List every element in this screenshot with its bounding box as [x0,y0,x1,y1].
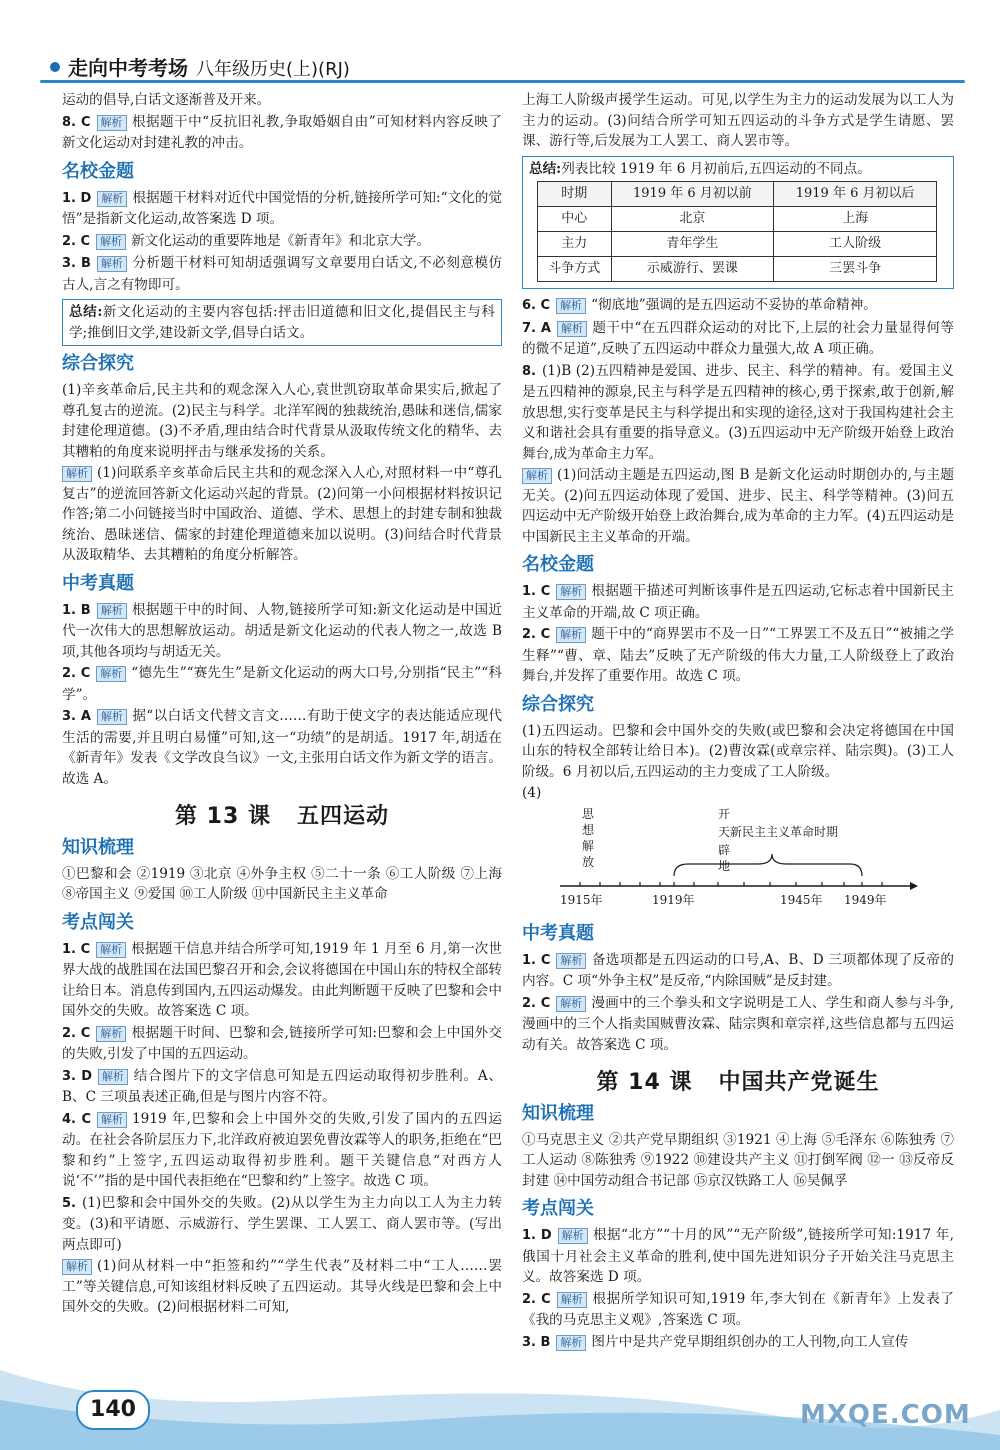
table-cell: 上海 [774,207,937,232]
section-heading: 知识梳理 [522,1102,594,1124]
analysis-tag: 解析 [98,1069,128,1085]
page-header [0,0,1000,92]
analysis-text: 解析 (1)问从材料一中“拒签和约”“学生代表”及材料二中“工人……罢工”等关键信息,可知该组材料反映了五四运动。其导火线是巴黎和会上中国外交的失败。(2)问根据材料二可知, [62,1258,502,1315]
intro-line: 运动的倡导,白话文逐渐普及开来。 [62,92,271,108]
answer-item: 1. D 解析 根据题干材料对近代中国觉悟的分析,链接所学可知:“文化的觉悟”是指新文化运动,故答案选 D 项。 [62,189,502,227]
answer-item: 3. B 解析 分析题干材料可知胡适强调写文章要用白话文,不必刻意模仿古人,言之有物即可。 [62,255,503,293]
timeline-svg [522,806,942,916]
period-brace [674,854,862,876]
analysis-tag: 解析 [557,321,587,337]
analysis-tag: 解析 [62,466,92,482]
answer-item: 5. (1)巴黎和会中国外交的失败。(2)从以学生为主力向以工人为主力转变。(3)和平请愿、示威游行、学生罢课、工人罢工、商人罢市等。(写出两点即可) [62,1194,502,1253]
analysis-tag: 解析 [97,115,127,131]
header-dot-icon [50,62,60,72]
timeline-mid-label: 开 [718,806,731,821]
timeline-left-label: 放 [582,854,595,869]
timeline-mid-label: 辟 [718,842,731,857]
table-row [538,257,937,282]
answer-item: 3. D 解析 结合图片下的文字信息可知是五四运动取得初步胜利。A、B、C 三项虽表述正确,但是与图片内容不符。 [62,1067,502,1105]
answer-text: (1)辛亥革命后,民主共和的观念深入人心,袁世凯窃取革命果实后,掀起了尊孔复古的逆流。(2)民主与科学。北洋军阀的独裁统治,愚昧和迷信,儒家封建伦理道德。(3)不矛盾,理由结合时代背景从汲取传统文化的精华、去其糟粕的角度来说明抨击与继承发扬的关系。 [62,382,502,460]
table-cell: 青年学生 [611,232,774,257]
analysis-tag: 解析 [558,1228,588,1244]
right-column [522,90,954,1354]
section-heading: 中考真题 [62,572,134,594]
table-header-row [538,182,937,207]
answer-item: 2. C 解析 漫画中的三个拳头和文字说明是工人、学生和商人参与斗争,漫画中的三个人指卖国贼曹汝霖、陆宗舆和章宗祥,这些信息都与五四运动有关。故答案选 C 项。 [522,994,954,1053]
answer-item: 2. C 解析 根据题干时间、巴黎和会,链接所学可知:巴黎和会上中国外交的失败,引发了中国的五四运动。 [62,1024,502,1062]
comparison-table [537,181,937,282]
timeline-arrow-icon [910,882,918,890]
table-cell: 时期 [538,182,612,207]
analysis-tag: 解析 [96,942,126,958]
site-watermark: MXQE.COM [800,1400,971,1430]
answer-item: 1. B 解析 根据题干中的时间、人物,链接所学可知:新文化运动是中国近代一次伟大的思想解放运动。胡适是新文化运动的代表人物之一,故选 B 项,其他各项均与胡适无关。 [62,601,502,660]
book-title: 走向中考考场 八年级历史(上)(RJ) [68,56,350,80]
table-row [538,207,937,232]
timeline-mid-label: 地 [718,858,731,873]
analysis-tag: 解析 [556,953,586,969]
section-heading: 知识梳理 [62,836,134,858]
table-cell: 主力 [538,232,612,257]
analysis-text: 解析 (1)问联系辛亥革命后民主共和的观念深入人心,对照材料一中“尊孔复古”的逆流回答新文化运动兴起的背景。(2)问第一小问根据材料按识记作答;第二小问链接当时中国政治、道德、学术、思想上的封建专制和独裁统治、愚昧迷信、儒家的封建伦理道德来加以说明。(3)问结合时代背景从汲取精华、去其糟粕的角度分析解答。 [62,465,502,563]
analysis-tag: 解析 [96,1026,126,1042]
answer-item: 3. A 解析 据“以白话文代替文言文……有助于使文字的表达能适应现代生活的需要,并且明白易懂”可知,这一“功绩”的是胡适。1917 年,胡适在《新青年》发表《文学改良刍议》一文,主张用白话文作为新文学的语言。故选 A。 [62,708,502,787]
answer-item: 7. A 解析 题干中“在五四群众运动的对比下,上层的社会力量显得何等的微不足道”,反映了五四运动中群众力量强大,故 A 项正确。 [522,319,954,357]
timeline-tick-label: 1949年 [844,892,887,907]
timeline-left-label: 想 [582,822,595,837]
answer-item: 2. C 解析 根据所学知识可知,1919 年,李大钊在《新青年》上发表了《我的马克思主义观》,答案选 C 项。 [522,1290,954,1328]
answer-item: 8. (1)B (2)五四精神是爱国、进步、民主、科学的精神。有。爱国主义是五四精神的源泉,民主与科学是五四精神的核心,勇于探索,敢于创新,解放思想,实行变革是民主与科学提出和实现的途径,这对于我国构建社会主义和谐社会具有重要的指导意义。(3)五四运动中无产阶级开始登上政治舞台,成为革命主力军。 [522,362,954,462]
analysis-tag: 解析 [556,298,586,314]
section-heading: 中考真题 [522,922,594,944]
answer-item: 1. C 解析 备选项都是五四运动的口号,A、B、D 三项都体现了反帝的内容。C 项“外争主权”是反帝,“内除国贼”是反封建。 [522,951,954,989]
analysis-tag: 解析 [97,191,127,207]
analysis-tag: 解析 [557,1292,587,1308]
table-cell: 示威游行、罢课 [611,257,774,282]
answer-item: 2. C 解析 新文化运动的重要阵地是《新青年》和北京大学。 [62,232,431,249]
answer-item: 4. C 解析 1919 年,巴黎和会上中国外交的失败,引发了国内的五四运动。在社会各阶层压力下,北洋政府被迫罢免曹汝霖等人的职务,拒绝在“巴黎和约”上签字,五四运动取得初步胜利。题干关键信息“对西方人说‘不’”指的是中国代表拒绝在“巴黎和约”上签字。故选 C 项。 [62,1110,502,1189]
left-column [62,90,502,1319]
answer-item: 2. C 解析 “德先生”“赛先生”是新文化运动的两大口号,分别指“民主”“科学”。 [62,665,502,703]
analysis-tag: 解析 [97,1112,127,1128]
knowledge-list: ①马克思主义 ②共产党早期组织 ③1921 ④上海 ⑤毛泽东 ⑥陈独秀 ⑦工人运动 ⑧陈独秀 ⑨1922 ⑩建设共产主义 ⑪打倒军阀 ⑫一 ⑬反帝反封建 ⑭中国劳动组合书记部 ⑮京汉铁路工人 ⑯吴佩孚 [522,1131,954,1189]
analysis-tag: 解析 [556,627,586,643]
analysis-text: 解析 (1)问活动主题是五四运动,图 B 是新文化运动时期创办的,与主题无关。(2)问五四运动体现了爱国、进步、民主、科学等精神。(3)问五四运动中无产阶级开始登上政治舞台,成为革命的主力军。(4)五四运动是中国新民主主义革命的开端。 [522,467,954,545]
analysis-tag: 解析 [97,256,127,272]
answer-item: 1. D 解析 根据“北方”“十月的风”“无产阶级”,链接所学可知:1917 年,俄国十月社会主义革命的胜利,使中国先进知识分子开始关注马克思主义。故答案选 D 项。 [522,1227,954,1285]
timeline-tick-label: 1915年 [560,892,603,907]
section-heading: 综合探究 [522,693,594,715]
timeline-tick-label: 1945年 [780,892,823,907]
summary-box: 总结:列表比较 1919 年 6 月初前后,五四运动的不同点。 时期 1919 年 6 月初以前 1919 年 6 月初以后 中心 北京 上海 主力 青年学生 工人阶级 斗争方式 示威游行、罢课 三罢斗争 [522,156,954,290]
answer-text: (4) [522,785,542,801]
answer-item: 8. C 解析 根据题干中“反抗旧礼教,争取婚姻自由”可知材料内容反映了新文化运动对封建礼教的冲击。 [62,113,502,151]
answer-item: 1. C 解析 根据题干信息并结合所学可知,1919 年 1 月至 6 月,第一次世界大战的战胜国在法国巴黎召开和会,会议将德国在中国山东的特权全部转让给日本。消息传到国内,五四运动爆发。由此判断题干反映了巴黎和会中国外交的失败。故答案选 C 项。 [62,940,502,1019]
timeline-tick-label: 1919年 [652,892,695,907]
table-cell: 1919 年 6 月初以前 [611,182,774,207]
table-cell: 1919 年 6 月初以后 [774,182,937,207]
table-cell: 北京 [611,207,774,232]
section-heading: 名校金题 [522,554,594,575]
answer-text: (1)五四运动。巴黎和会中国外交的失败(或巴黎和会决定将德国在中国山东的特权全部转让给日本)。(2)曹汝霖(或章宗祥、陆宗舆)。(3)工人阶级。6 月初以后,五四运动的主力变成了工人阶级。 [522,722,954,780]
answer-item: 2. C 解析 题干中的“商界罢市不及一日”“工界罢工不及五日”“被捕之学生释”“曹、章、陆去”反映了无产阶级的伟大力量,工人阶级登上了政治舞台,并发挥了重要作用。故选 C 项。 [522,626,954,684]
table-cell: 中心 [538,207,612,232]
book-subtitle: 八年级历史(上)(RJ) [196,59,350,80]
section-heading: 名校金题 [62,160,134,182]
section-heading: 综合探究 [62,353,134,374]
analysis-tag: 解析 [62,1259,92,1275]
table-cell: 工人阶级 [774,232,937,257]
footer-wave [0,1340,1000,1450]
table-row [538,232,937,257]
answer-item: 3. B 解析 图片中是共产党早期组织创办的工人刊物,向工人宣传 [522,1333,909,1350]
continued-text: 上海工人阶级声援学生运动。可见,以学生为主力的运动发展为以工人为主力的运动。(3)问结合所学可知五四运动的斗争方式是学生请愿、罢课、游行等,后发展为工人罢工、商人罢市等。 [522,92,954,149]
section-heading: 考点闯关 [522,1198,594,1219]
header-rule [40,80,965,83]
timeline-diagram [522,806,942,916]
knowledge-list: ①巴黎和会 ②1919 ③北京 ④外争主权 ⑤二十一条 ⑥工人阶级 ⑦上海 ⑧帝国主义 ⑨爱国 ⑩工人阶级 ⑪中国新民主主义革命 [62,865,502,902]
table-cell: 斗争方式 [538,257,612,282]
analysis-tag: 解析 [96,666,126,682]
analysis-tag: 解析 [556,1335,586,1351]
table-cell: 三罢斗争 [774,257,937,282]
analysis-tag: 解析 [96,234,126,250]
summary-box: 总结:新文化运动的主要内容包括:抨击旧道德和旧文化,提倡民主与科学;推倒旧文学,建设新文学,倡导白话文。 [62,299,502,346]
timeline-mid-label: 天新民主主义革命时期 [718,824,839,839]
analysis-tag: 解析 [556,996,586,1012]
analysis-tag: 解析 [522,468,552,484]
answer-item: 1. C 解析 根据题干描述可判断该事件是五四运动,它标志着中国新民主主义革命的开端,故 C 项正确。 [522,583,954,621]
lesson-title: 第 14 课 中国共产党诞生 [596,1070,880,1095]
lesson-title: 第 13 课 五四运动 [175,804,389,829]
analysis-tag: 解析 [97,709,127,725]
analysis-tag: 解析 [556,584,586,600]
analysis-tag: 解析 [97,603,127,619]
answer-item: 6. C 解析 “彻底地”强调的是五四运动不妥协的革命精神。 [522,297,877,313]
timeline-left-label: 解 [582,838,595,853]
page-number: 140 [76,1390,150,1430]
timeline-left-label: 思 [582,806,595,821]
section-heading: 考点闯关 [62,911,134,933]
